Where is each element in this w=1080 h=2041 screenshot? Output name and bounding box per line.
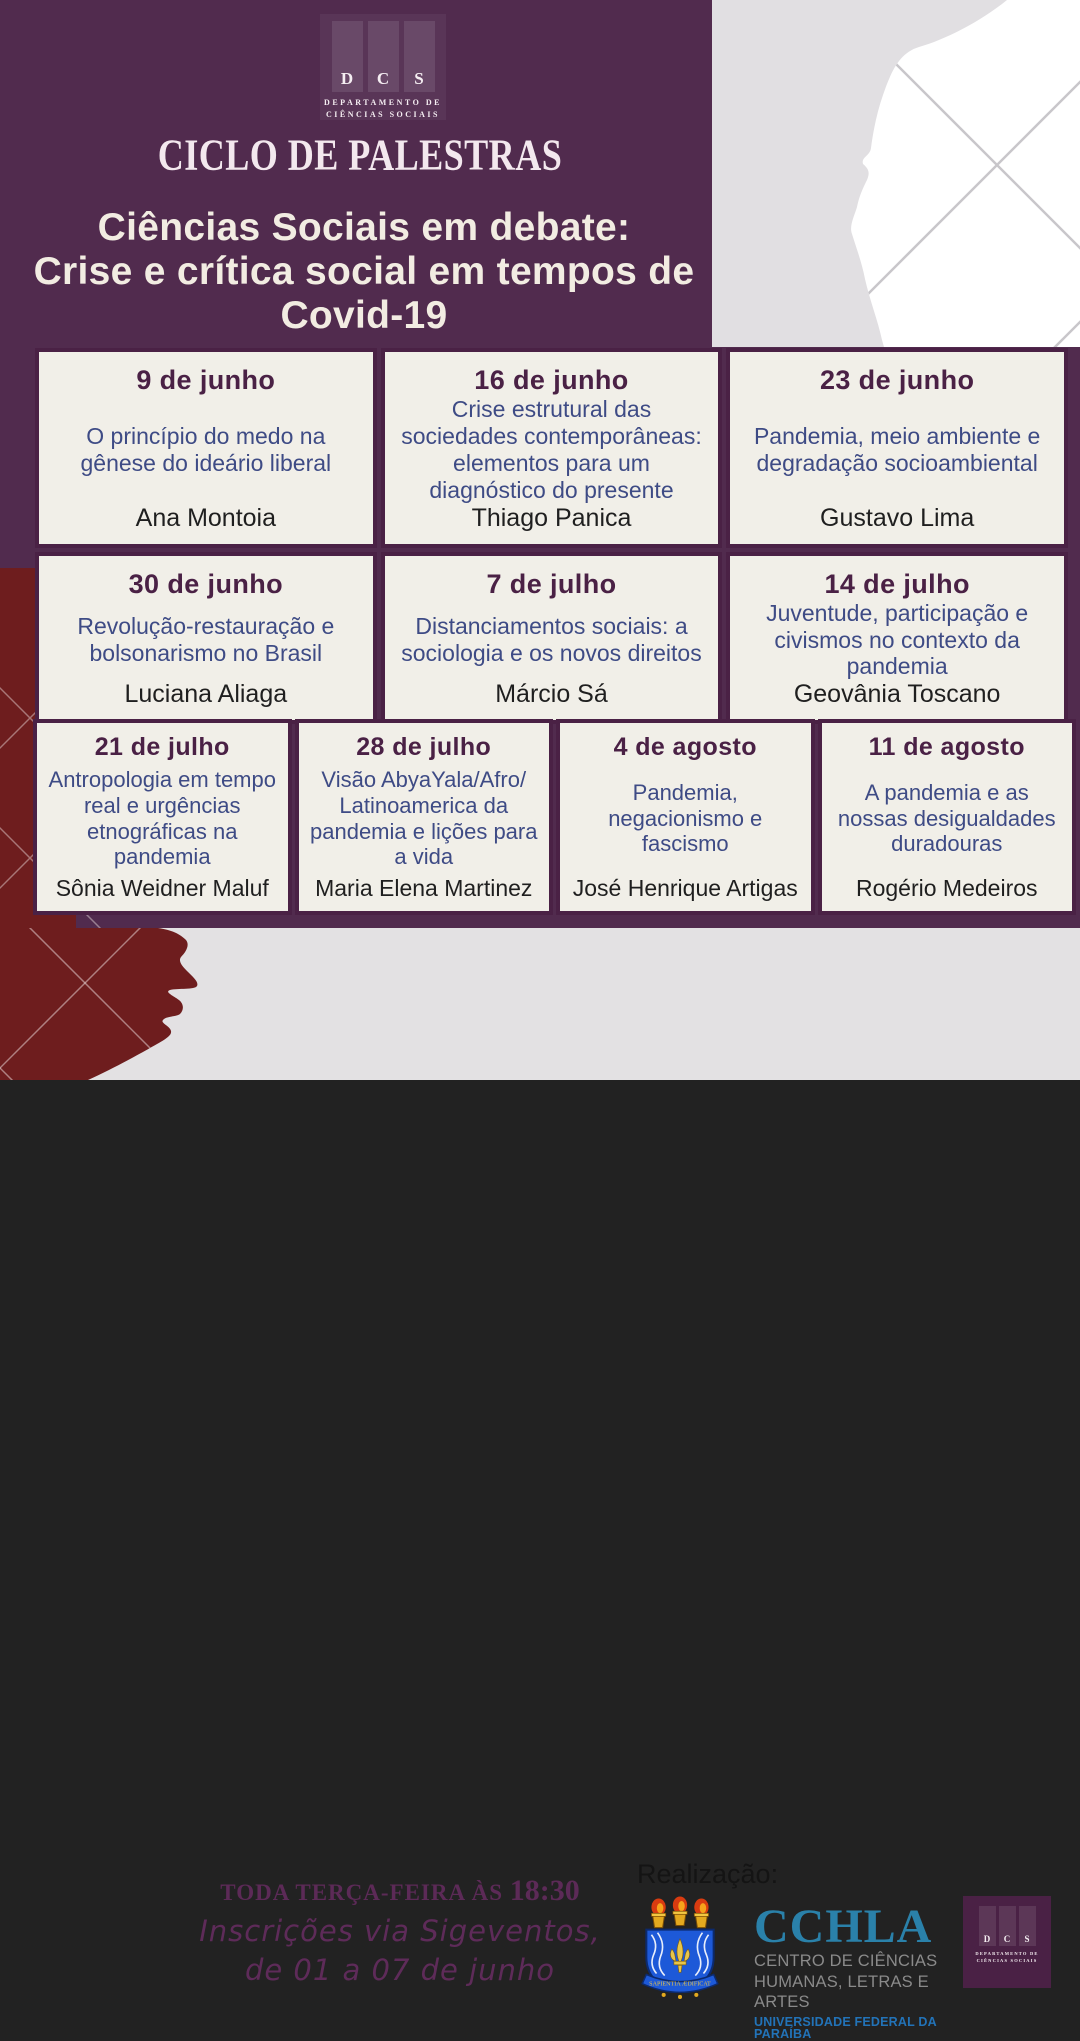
- session-date: 7 de julho: [486, 568, 617, 599]
- dcs-logo-bar: S: [404, 21, 435, 92]
- session-card: [295, 719, 554, 915]
- session-date: 28 de julho: [356, 733, 492, 761]
- dcs-logo-small: [963, 1896, 1051, 1988]
- sessions-grid-bottom: [33, 719, 1076, 915]
- session-speaker: Márcio Sá: [495, 680, 608, 709]
- session-card: [726, 348, 1068, 548]
- session-topic: Crise estrutural das sociedades contemporâneas: elementos para um diagnóstico do presente: [401, 396, 702, 503]
- session-card: [35, 552, 377, 725]
- ufpb-crest-icon: [634, 1898, 726, 2000]
- dcs-logo-bars: [979, 1906, 1036, 1946]
- schedule-label: TODA TERÇA-FEIRA ÀS: [220, 1880, 503, 1905]
- cchla-logo: [754, 1900, 972, 2041]
- svg-text:SAPIENTIA ÆDIFICAT: SAPIENTIA ÆDIFICAT: [649, 1981, 711, 1988]
- session-card: [33, 719, 292, 915]
- session-card: [818, 719, 1077, 915]
- session-speaker: Ana Montoia: [135, 503, 277, 532]
- session-card: [726, 552, 1068, 725]
- face-silhouette-right-icon: [0, 928, 250, 1080]
- session-date: 23 de junho: [819, 365, 975, 395]
- dcs-logo-caption: DEPARTAMENTO DE CIÊNCIAS SOCIAIS: [324, 98, 442, 120]
- title-line: Crise e crítica social em tempos de: [33, 250, 695, 294]
- schedule-time: 18:30: [509, 1874, 580, 1907]
- session-topic: Revolução-restauração e bolsonarismo no Brasil: [77, 613, 335, 666]
- session-speaker: Luciana Aliaga: [124, 680, 288, 709]
- dcs-logo-caption: DEPARTAMENTO DE CIÊNCIAS SOCIAIS: [975, 1951, 1039, 1964]
- session-date: 11 de agosto: [868, 733, 1025, 761]
- session-speaker: José Henrique Artigas: [572, 874, 798, 901]
- dcs-logo-bar: D: [332, 21, 363, 92]
- registration-note: Inscrições via Sigeventos, de 01 a 07 de junho: [199, 1914, 601, 1988]
- footer: [0, 928, 1080, 2041]
- schedule-line: [200, 1874, 600, 1908]
- session-topic: Antropologia em tempo real e urgências etnográficas na pandemia: [48, 767, 276, 870]
- session-topic: Pandemia, meio ambiente e degradação socioambiental: [753, 422, 1041, 476]
- cchla-line: CENTRO DE CIÊNCIAS: [754, 1951, 938, 1970]
- session-date: 9 de junho: [136, 365, 276, 395]
- session-speaker: Gustavo Lima: [820, 503, 975, 532]
- cchla-acronym: CCHLA: [754, 1900, 933, 1953]
- dcs-logo-bar: C: [999, 1906, 1016, 1946]
- session-card: [381, 552, 723, 725]
- title-line: Covid-19: [280, 294, 448, 338]
- session-speaker: Geovânia Toscano: [793, 680, 1001, 709]
- sessions-grid-top: [35, 348, 1068, 716]
- realization-label: Realização:: [637, 1859, 779, 1889]
- session-topic: O princípio do medo na gênese do ideário liberal: [80, 422, 332, 476]
- session-topic: Pandemia, negacionismo e fascismo: [608, 779, 763, 857]
- session-date: 30 de junho: [128, 568, 284, 599]
- session-card: [381, 348, 723, 548]
- session-date: 4 de agosto: [613, 733, 757, 761]
- page-title: [8, 206, 720, 338]
- session-topic: Visão AbyaYala/Afro/ Latinoamerica da pandemia e lições para a vida: [310, 767, 538, 870]
- session-topic: Juventude, participação e civismos no contexto da pandemia: [766, 599, 1029, 680]
- session-topic: Distanciamentos sociais: a sociologia e os novos direitos: [401, 613, 702, 666]
- session-card: [35, 348, 377, 548]
- dcs-logo-bar: S: [1019, 1906, 1036, 1946]
- session-date: 21 de julho: [94, 733, 230, 761]
- session-speaker: Thiago Panica: [471, 503, 632, 532]
- session-date: 16 de junho: [474, 365, 629, 395]
- session-date: 14 de julho: [824, 568, 970, 599]
- dcs-logo-bar: C: [368, 21, 399, 92]
- face-silhouette-left-icon: [712, 0, 1080, 347]
- session-speaker: Rogério Medeiros: [855, 874, 1038, 901]
- session-speaker: Maria Elena Martinez: [315, 875, 533, 901]
- title-line: Ciências Sociais em debate:: [97, 206, 631, 249]
- dcs-logo-bars: [332, 21, 435, 92]
- series-title: CICLO DE PALESTRAS: [157, 131, 563, 181]
- cchla-line: HUMANAS, LETRAS E ARTES: [754, 1973, 929, 2012]
- session-topic: A pandemia e as nossas desigualdades duradouras: [837, 779, 1056, 857]
- session-card: [556, 719, 815, 915]
- session-speaker: Sônia Weidner Maluf: [55, 875, 269, 901]
- cchla-university-line: UNIVERSIDADE FEDERAL DA PARAÍBA: [754, 2014, 937, 2041]
- dcs-logo-bar: D: [979, 1906, 996, 1946]
- dcs-logo: [320, 14, 446, 120]
